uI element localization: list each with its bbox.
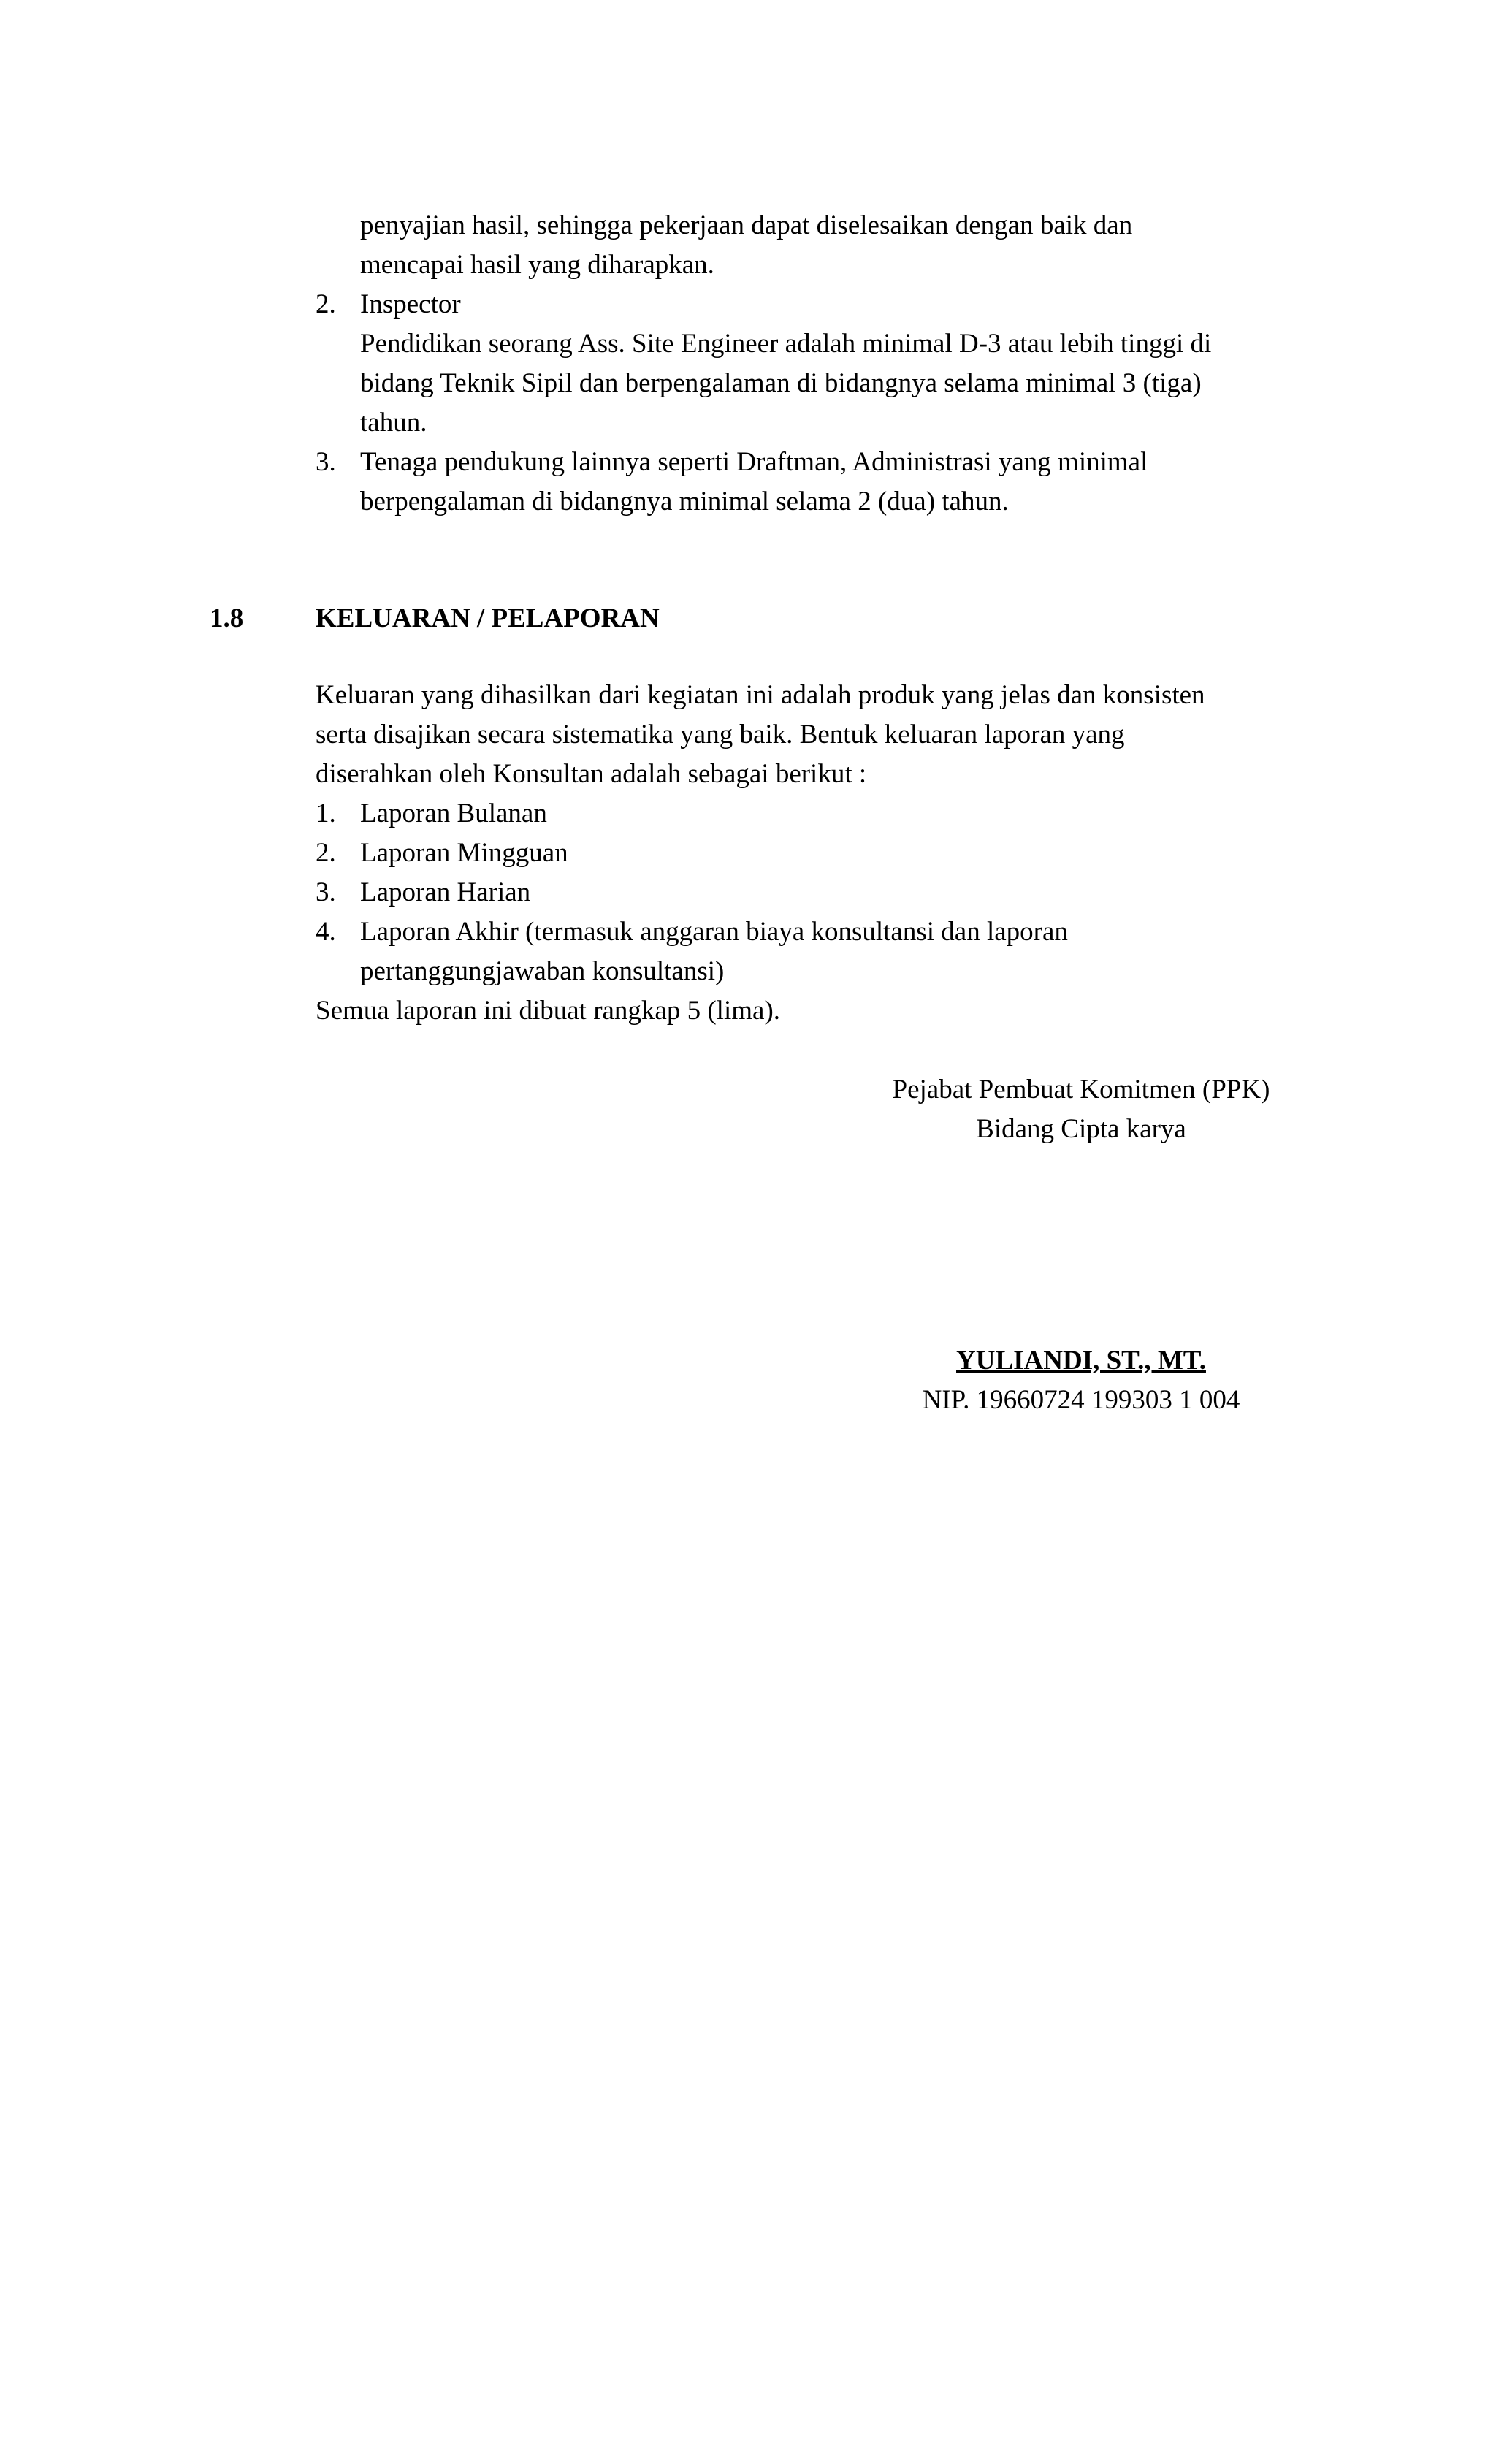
report-item-3-text: Laporan Harian	[360, 877, 531, 907]
list-item-2-line-1: Pendidikan seorang Ass. Site Engineer adalah minimal D-3 atau lebih tinggi di	[360, 329, 1212, 359]
report-item-1-text: Laporan Bulanan	[360, 798, 547, 828]
report-item-3-number: 3.	[316, 877, 336, 907]
section-paragraph-line-2: serta disajikan secara sistematika yang baik. Bentuk keluaran laporan yang	[316, 720, 1125, 750]
section-paragraph-line-1: Keluaran yang dihasilkan dari kegiatan ini adalah produk yang jelas dan konsisten	[316, 680, 1205, 710]
report-item-1-number: 1.	[316, 798, 336, 828]
list-item-2-number: 2.	[316, 289, 336, 319]
signature-role-line-1: Pejabat Pembuat Komitmen (PPK)	[892, 1075, 1270, 1105]
section-number: 1.8	[210, 603, 244, 633]
list-item-2-line-3: tahun.	[360, 408, 427, 438]
list-item-3-line-2: berpengalaman di bidangnya minimal selama 2 (dua) tahun.	[360, 487, 1009, 516]
list-item-1-continuation-line-2: mencapai hasil yang diharapkan.	[360, 250, 714, 280]
section-paragraph-line-3: diserahkan oleh Konsultan adalah sebagai berikut :	[316, 759, 867, 789]
report-item-2-number: 2.	[316, 838, 336, 868]
report-item-4-continuation: pertanggungjawaban konsultansi)	[360, 956, 725, 986]
report-item-4-text: Laporan Akhir (termasuk anggaran biaya konsultansi dan laporan	[360, 917, 1068, 947]
signature-nip: NIP. 19660724 199303 1 004	[922, 1385, 1240, 1415]
list-item-2-line-2: bidang Teknik Sipil dan berpengalaman di bidangnya selama minimal 3 (tiga)	[360, 368, 1202, 398]
list-item-1-continuation-line-1: penyajian hasil, sehingga pekerjaan dapat diselesaikan dengan baik dan	[360, 210, 1133, 240]
section-title: KELUARAN / PELAPORAN	[316, 603, 660, 633]
list-item-3-line-1: Tenaga pendukung lainnya seperti Draftman, Administrasi yang minimal	[360, 447, 1148, 477]
signature-name	[862, 1341, 1300, 1381]
signature-name-text: YULIANDI, ST., MT.	[956, 1346, 1206, 1376]
list-item-2-title: Inspector	[360, 289, 461, 319]
report-item-4-number: 4.	[316, 917, 336, 947]
list-item-3-number: 3.	[316, 447, 336, 477]
report-item-2-text: Laporan Mingguan	[360, 838, 568, 868]
signature-role-line-2: Bidang Cipta karya	[976, 1114, 1186, 1144]
closing-sentence: Semua laporan ini dibuat rangkap 5 (lima).	[316, 996, 781, 1026]
